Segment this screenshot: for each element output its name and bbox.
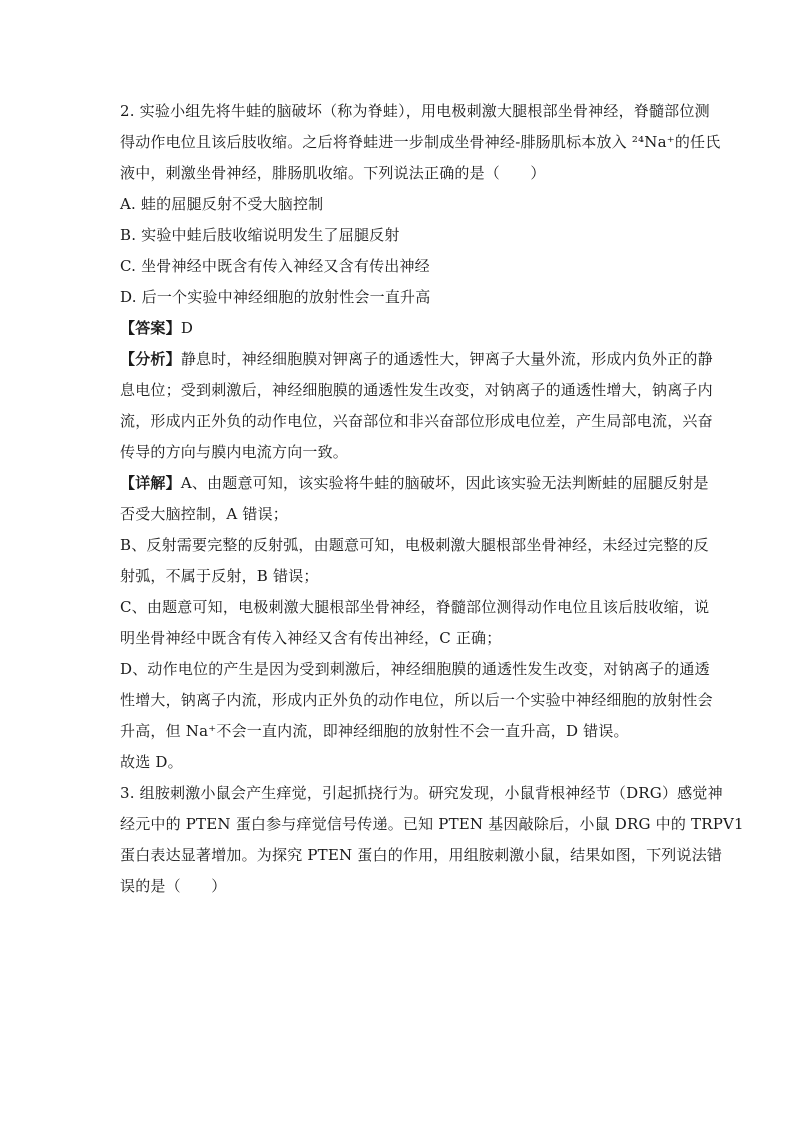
q2-detail-line: D、动作电位的产生是因为受到刺激后，神经细胞膜的通透性发生改变，对钠离子的通透: [120, 660, 710, 678]
q2-stem-line: 2. 实验小组先将牛蛙的脑破坏（称为脊蛙），用电极刺激大腿根部坐骨神经，脊髓部位测: [120, 102, 710, 120]
q2-detail-line: 故选 D。: [120, 753, 183, 771]
q2-option-b: B. 实验中蛙后肢收缩说明发生了屈腿反射: [120, 226, 400, 244]
q3-stem-line: 误的是（ ）: [120, 877, 227, 895]
q2-stem-line: 得动作电位且该后肢收缩。之后将脊蛙进一步制成坐骨神经-腓肠肌标本放入 ²⁴Na⁺的任氏: [120, 133, 721, 151]
q2-analysis-line: 流，形成内正外负的动作电位，兴奋部位和非兴奋部位形成电位差，产生局部电流，兴奋: [120, 412, 713, 430]
q2-detail-line: 明坐骨神经中既含有传入神经又含有传出神经，C 正确；: [120, 629, 502, 647]
q2-detail-line: 升高，但 Na⁺不会一直内流，即神经细胞的放射性不会一直升高，D 错误。: [120, 722, 629, 740]
q2-option-c: C. 坐骨神经中既含有传入神经又含有传出神经: [120, 257, 430, 275]
q2-detail-line: [120, 468, 709, 499]
q2-option-d: D. 后一个实验中神经细胞的放射性会一直升高: [120, 288, 431, 306]
q3-stem-line: 经元中的 PTEN 蛋白参与痒觉信号传递。已知 PTEN 基因敲除后，小鼠 DRG 中的 TRPV1: [120, 815, 744, 833]
q2-analysis-line: 传导的方向与膜内电流方向一致。: [120, 443, 349, 461]
question-2: [120, 96, 721, 778]
question-3: [120, 778, 744, 902]
detail-tag: 【详解】: [120, 474, 181, 492]
analysis-text: 静息时，神经细胞膜对钾离子的通透性大，钾离子大量外流，形成内负外正的静: [180, 350, 713, 368]
q2-analysis-line: [120, 344, 713, 375]
q2-stem-line: 液中，刺激坐骨神经，腓肠肌收缩。下列说法正确的是（ ）: [120, 164, 546, 182]
q2-detail-line: C、由题意可知，电极刺激大腿根部坐骨神经，脊髓部位测得动作电位且该后肢收缩，说: [120, 598, 710, 616]
q2-answer: [120, 313, 684, 344]
q2-detail-line: B、反射需要完整的反射弧，由题意可知，电极刺激大腿根部坐骨神经，未经过完整的反: [120, 536, 709, 554]
q2-option-a: A. 蛙的屈腿反射不受大脑控制: [120, 195, 324, 213]
q2-detail-line: 性增大，钠离子内流，形成内正外负的动作电位，所以后一个实验中神经细胞的放射性会: [120, 691, 713, 709]
q2-detail-line: 射弧，不属于反射，B 错误；: [120, 567, 319, 585]
q2-analysis-line: 息电位；受到刺激后，神经细胞膜的通透性发生改变，对钠离子的通透性增大，钠离子内: [120, 381, 713, 399]
answer-tag: 【答案】: [120, 319, 181, 337]
detail-text: A、由题意可知，该实验将牛蛙的脑破坏，因此该实验无法判断蛙的屈腿反射是: [180, 474, 709, 492]
analysis-tag: 【分析】: [120, 350, 181, 368]
answer-value: D: [180, 319, 194, 337]
q2-detail-line: 否受大脑控制，A 错误；: [120, 505, 289, 523]
q3-stem-line: 3. 组胺刺激小鼠会产生痒觉，引起抓挠行为。研究发现，小鼠背根神经节（DRG）感觉神: [120, 784, 723, 802]
q3-stem-line: 蛋白表达显著增加。为探究 PTEN 蛋白的作用，用组胺刺激小鼠，结果如图，下列说法错: [120, 846, 723, 864]
